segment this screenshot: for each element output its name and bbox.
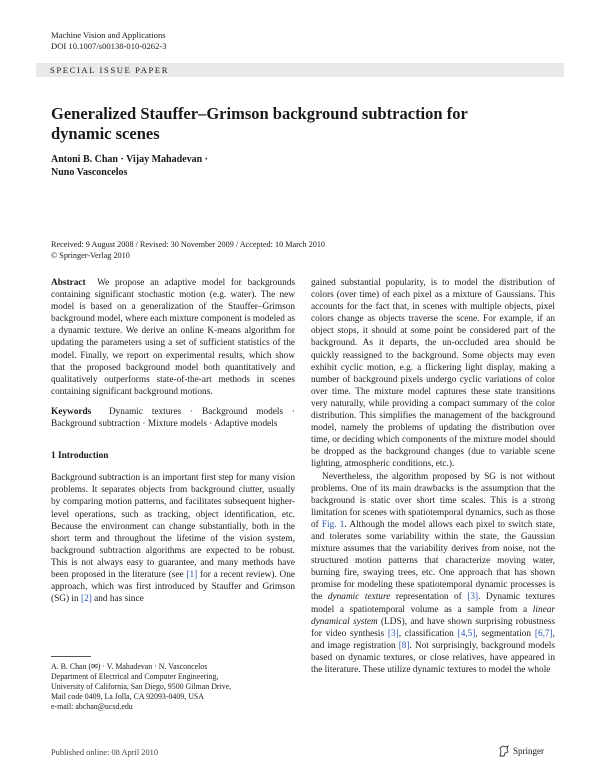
section-band (36, 63, 564, 77)
affiliation-mail: Mail code 0409, La Jolla, CA 92093-0409, USA (51, 692, 204, 702)
abstract-text: We propose an adaptive model for backgrounds containing significant stochastic motion (e.g. water). The new model is based on a generalization of the Stauffer–Grimson background model, where each mixture component is modeled as a dynamic texture. We derive an online K-means algorithm for updating the parameters using a set of sufficient statistics of the model. Finally, we report on experimental results, which show that the proposed background model both quantitatively and qualitatively outperforms state-of-the-art methods in scenes containing significant background motions. (51, 278, 295, 397)
abstract (51, 277, 295, 398)
doi: DOI 10.1007/s00138-010-0262-3 (51, 41, 167, 51)
ref-link[interactable]: [3] (467, 592, 479, 603)
affiliation-email[interactable]: e-mail: abchan@ucsd.edu (51, 702, 133, 712)
right-column (311, 277, 555, 676)
authors (51, 153, 351, 179)
ref-link[interactable]: [8] (398, 640, 410, 651)
abstract-label: Abstract (51, 278, 86, 288)
affiliation-dept: Department of Electrical and Computer Engineering, (51, 672, 219, 682)
ref-link[interactable]: [3] (387, 628, 399, 639)
keywords-text: Dynamic textures · Background models · Background subtraction · Mixture models · Adaptive models (51, 406, 295, 430)
authors-line-2: Nuno Vasconcelos (51, 167, 128, 178)
ref-link[interactable]: [2] (80, 594, 92, 605)
copyright: © Springer-Verlag 2010 (51, 250, 130, 260)
authors-line-1: Antoni B. Chan · Vijay Mahadevan · (51, 154, 208, 165)
body-paragraph-1: gained substantial popularity, is to model the distribution of colors (over time) of each pixel as a mixture of Gaussians. This accounts for the fact that, in scenes with multiple objects, pixel colors change as objects traverse the scene. For example, if an object stops, it should at some point be considered part of the background. As it departs, the un-occluded area should be quickly reassigned to the background. Some objects may even exhibit cyclic motion, e.g. a flickering light display, making a number of background pixels undergo cyclic variations of color over time. The mixture model captures these state transitions very naturally, while providing a compact summary of the color distribution. This simplifies the management of the background model, namely the problems of updating the distribution over time, or deciding which components of the mixture model should be dropped as the background changes (due to variable scene lighting, atmospheric conditions, etc.). (311, 278, 555, 470)
keywords-label: Keywords (51, 406, 92, 417)
publisher-name: Springer (513, 746, 544, 756)
affiliation (51, 662, 291, 712)
body-paragraph-2: Nevertheless, the algorithm proposed by SG is not without problems. One of its main drawbacks is the assumption that the background is static over short time scales. This is a strong limitation for scenes with spatiotemporal dynamics, such as those of Fig. 1. Although the model allows each pixel to switch state, and tolerates some variability within the state, the Gaussian mixture assumes that the variability derives from noise, not the structured motion patterns that characterize moving water, burning fire, swaying trees, etc. One approach that has shown promise for modeling these spatiotemporal dynamic processes is the dynamic texture representation of [3]. Dynamic textures model a spatiotemporal volume as a sample from a linear dynamical system (LDS), and have shown surprising robustness for video synthesis [3], classification [4,5], segmentation [6,7], and image registration [8]. Not surprisingly, background models based on dynamic textures, or close relatives, have appeared in the literature. These utilize dynamic textures to model the whole (311, 471, 555, 675)
published-online: Published online: 08 April 2010 (51, 748, 159, 757)
ref-link[interactable]: [6,7] (534, 628, 553, 639)
journal-name: Machine Vision and Applications (51, 30, 166, 40)
received-dates: Received: 9 August 2008 / Revised: 30 November 2009 / Accepted: 10 March 2010 (51, 240, 326, 249)
section-label: SPECIAL ISSUE PAPER (50, 65, 170, 75)
footnote-rule (51, 656, 91, 657)
affiliation-univ: University of California, San Diego, 9500 Gilman Drive, (51, 682, 232, 692)
ref-link[interactable]: [1] (186, 569, 198, 580)
intro-paragraph: Background subtraction is an important first step for many vision problems. It separates objects from background clutter, usually by comparing motion patterns, and facilitates subsequent higher-level operations, such as tracking, object identification, etc. Because the environment can change substantially, both in the short term and throughout the lifetime of the vision system, background subtraction algorithms are expected to be robust. This is not always easy to guarantee, and many methods have been proposed in the literature (see [1] for a recent review). One approach, which was first introduced by Stauffer and Grimson (SG) in [2] and has since (51, 473, 296, 605)
left-column (51, 277, 295, 605)
affiliation-authors: A. B. Chan (✉) · V. Mahadevan · N. Vasconcelos (51, 662, 208, 671)
springer-horse-icon (498, 745, 510, 757)
springer-logo (498, 745, 544, 757)
journal-header (51, 30, 167, 52)
dates (51, 240, 381, 261)
section-heading: 1 Introduction (51, 451, 109, 462)
paper-title: Generalized Stauffer–Grimson background subtraction for dynamic scenes (51, 104, 468, 143)
figure-link[interactable]: Fig. 1 (321, 519, 345, 530)
ref-link[interactable]: [4,5] (457, 628, 476, 639)
keywords (51, 406, 295, 430)
